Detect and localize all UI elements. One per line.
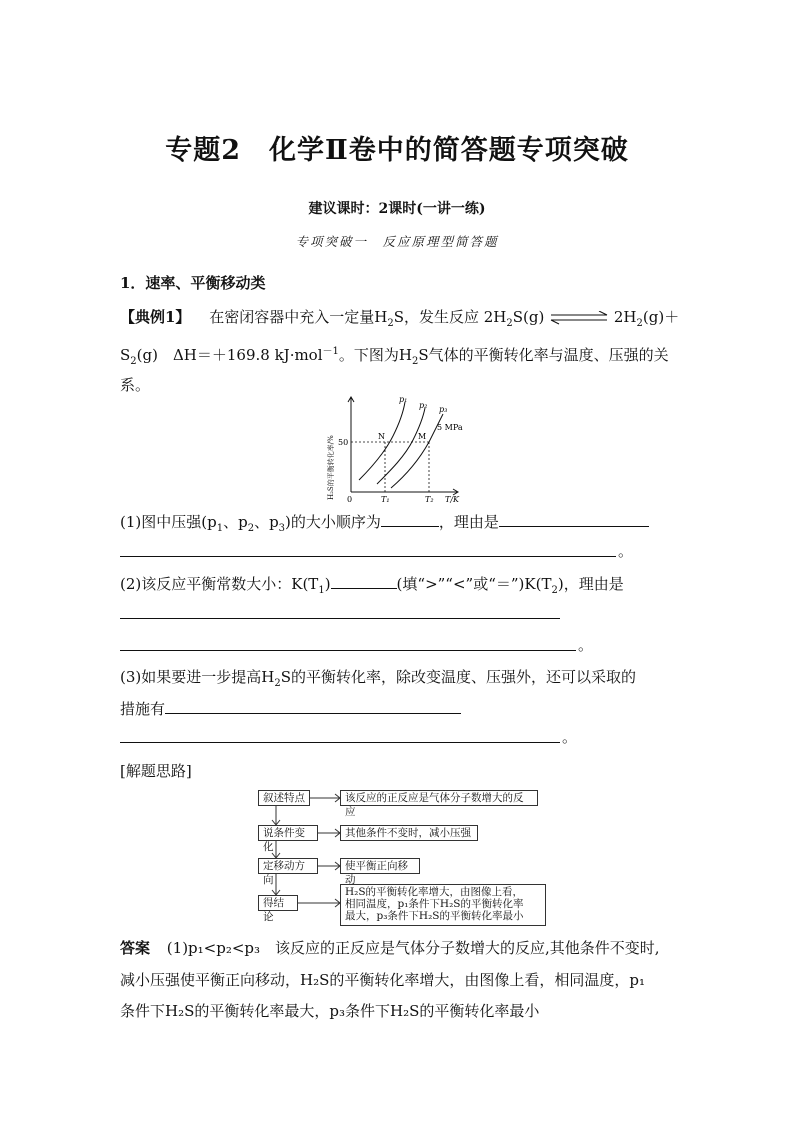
- example-text: 在密闭容器中充入一定量H: [209, 308, 388, 326]
- curve-p3: [391, 414, 443, 488]
- example-text: (g) ΔH＝＋169.8 kJ·mol: [136, 346, 323, 364]
- period: 。: [578, 636, 594, 654]
- flow-step-3: 定移动方向: [258, 858, 318, 874]
- conversion-chart: [325, 396, 475, 504]
- q2-text: (填“>”“<”或“＝”)K(T: [396, 575, 552, 593]
- curve-p1: [359, 402, 405, 480]
- q3-text: 措施有: [120, 700, 166, 718]
- answer-line[interactable]: [120, 650, 576, 651]
- flow-step-4: 得结论: [258, 895, 298, 911]
- example-tag: 【典例1】: [120, 308, 191, 326]
- q2-text: (2)该反应平衡常数大小：K(T: [120, 575, 319, 593]
- example-line-3: 系。: [120, 376, 151, 394]
- example-text: S: [120, 346, 131, 364]
- period: 。: [562, 728, 578, 746]
- section-title: 专项突破一 反应原理型简答题: [295, 234, 499, 249]
- example-text: S气体的平衡转化率与温度、压强的关: [418, 346, 669, 364]
- question-3: (3)如果要进一步提高$H_2S$的平衡转化率，除改变温度、压强外，还可以采取的: [120, 668, 636, 689]
- example-line-1: 【典例1】 在密闭容器中充入一定量$H_2S$，发生反应 $2H_2S(g)$ $2H_2(g)+$: [120, 308, 680, 329]
- tick-50: 50: [338, 438, 349, 447]
- flow-note-4: [340, 884, 546, 926]
- p2-label: p₂: [419, 401, 428, 410]
- chart-ylabel: H₂S的平衡转化率/%: [327, 435, 335, 500]
- point-n-label: N: [378, 432, 385, 441]
- flow-step-2: 说条件变化: [258, 825, 318, 841]
- answer-blank[interactable]: [381, 512, 439, 527]
- flow-note-4-line: H₂S的平衡转化率增大，由图像上看，: [345, 886, 524, 898]
- flow-step-1: 叙述特点: [258, 790, 310, 806]
- answer-label: 答案: [120, 939, 151, 957]
- example-text: 2H: [613, 308, 637, 326]
- heading: 1．速率、平衡移动类: [120, 274, 266, 292]
- answer-line-2: 减小压强使平衡正向移动，H₂S的平衡转化率增大，由图像上看，相同温度，p₁: [120, 971, 645, 989]
- example-line-2: $S_2(g)$ ΔH＝＋169.8 kJ·mol$^{-1}$。下图为$H_2S$气体的平衡转化率与温度、压强的关: [120, 346, 669, 367]
- equilibrium-arrow-icon: [549, 311, 609, 325]
- answer-blank[interactable]: [331, 574, 397, 589]
- origin-label: 0: [347, 495, 353, 504]
- q1-text: )的大小顺序为: [285, 513, 381, 531]
- t1-label: T₁: [381, 495, 390, 504]
- answer-blank[interactable]: [499, 512, 649, 527]
- thinking-heading: [解题思路]: [120, 762, 192, 780]
- q3-text: S的平衡转化率，除改变温度、压强外，还可以采取的: [280, 668, 636, 686]
- point-m-label: M: [418, 432, 427, 441]
- p1-label: p₁: [399, 396, 408, 404]
- question-3-line-2: [120, 698, 461, 719]
- flow-note-2: 其他条件不变时，减小压强: [340, 825, 478, 841]
- q1-text: 、p: [254, 513, 279, 531]
- q3-text: (3)如果要进一步提高H: [120, 668, 275, 686]
- period: 。: [618, 542, 634, 560]
- example-text: (g)＋: [642, 308, 680, 326]
- answer-line-3: 条件下H₂S的平衡转化率最大，p₃条件下H₂S的平衡转化率最小: [120, 1002, 540, 1020]
- flow-note-3: 使平衡正向移动: [340, 858, 420, 874]
- answer-text: (1)p₁<p₂<p₃ 该反应的正反应是气体分子数增大的反应,其他条件不变时,: [166, 939, 660, 957]
- flow-note-4-line: 最大，p₃条件下H₂S的平衡转化率最小: [345, 910, 524, 922]
- answer-line[interactable]: [120, 618, 560, 619]
- answer-line[interactable]: [120, 556, 616, 557]
- subtitle: 建议课时：2课时(一讲一练): [308, 201, 486, 217]
- q2-text: )，理由是: [557, 575, 624, 593]
- p3-label: p₃: [439, 405, 448, 414]
- q1-text: ，理由是: [438, 513, 499, 531]
- question-1: (1)图中压强($p_1$、$p_2$、$p_3$)的大小顺序为 ，理由是: [120, 511, 649, 534]
- question-2: (2)该反应平衡常数大小：$K(T_1)$ (填“>”“<”或“$=”)K(T_2)$，理由是: [120, 575, 624, 596]
- answer-line[interactable]: [120, 742, 560, 743]
- example-text: S(g): [512, 308, 545, 326]
- q2-text: ): [324, 575, 331, 593]
- flow-note-1: 该反应的正反应是气体分子数增大的反应: [340, 790, 538, 806]
- page-title: 专题2 化学Ⅱ卷中的简答题专项突破: [165, 135, 629, 166]
- x-axis-label: T/K: [445, 495, 460, 504]
- t2-label: T₂: [425, 495, 434, 504]
- answer-blank[interactable]: [165, 699, 461, 714]
- p3-value-label: 5 MPa: [437, 423, 463, 432]
- q1-text: (1)图中压强(p: [120, 513, 217, 531]
- example-text: S，发生反应 2H: [393, 308, 507, 326]
- q1-text: 、p: [223, 513, 248, 531]
- answer-line-1: [120, 937, 660, 958]
- flow-note-4-line: 相同温度，p₁条件下H₂S的平衡转化率: [345, 898, 524, 910]
- example-text: 。下图为H: [338, 346, 412, 364]
- flow-arrows: [258, 790, 348, 920]
- curve-p2: [377, 408, 425, 484]
